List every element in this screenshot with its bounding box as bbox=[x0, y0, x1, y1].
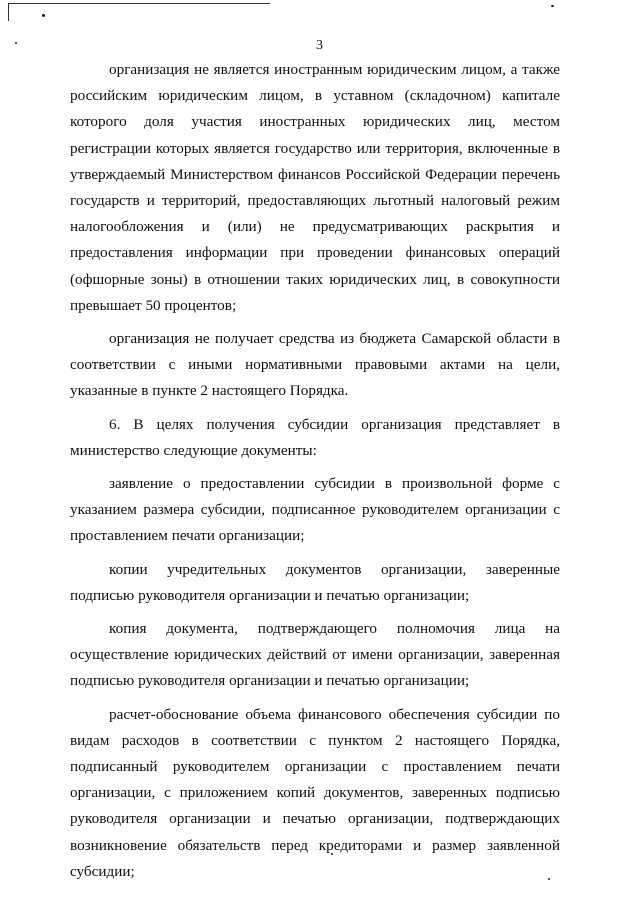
paragraph-item-6-documents: 6. В целях получения субсидии организация представляет в министерство следующие документы: bbox=[70, 415, 560, 459]
scan-border-left bbox=[8, 3, 9, 21]
paragraph-cost-justification: расчет-обоснование объема финансового обеспечения субсидии по видам расходов в соответствии с пунктом 2 настоящего Порядка, подписанный руководителем организации с проставлением печати организации, с приложением копий документов, заверенных подписью руководителя организации и печатью организации, подтверждающих возникновение обязательств перед кредиторами и размер заявленной субсидии; bbox=[70, 705, 560, 880]
scan-speck bbox=[42, 14, 45, 17]
paragraph-founding-documents: копии учредительных документов организации, заверенные подписью руководителя организации и печатью организации; bbox=[70, 560, 560, 604]
scan-speck bbox=[551, 5, 554, 7]
paragraph-subsidy-application: заявление о предоставлении субсидии в произвольной форме с указанием размера субсидии, подписанное руководителем организации с проставлением печати организации; bbox=[70, 475, 560, 545]
paragraph-foreign-entity-condition: организация не является иностранным юридическим лицом, а также российским юридическим лицом, в уставном (складочном) капитале которого доля участия иностранных юридических лиц, местом регистрации которых является государство или территория, включенные в утверждаемый Министерством финансов Российской Федерации перечень государств и территорий, предоставляющих льготный налоговый режим налогообложения и (или) не предусматривающих раскрытия и предоставления информации при проведении финансовых операций (офшорные зоны) в отношении таких юридических лиц, в совокупности превышает 50 процентов; bbox=[70, 61, 560, 314]
paragraph-authority-document: копия документа, подтверждающего полномочия лица на осуществление юридических действий от имени организации, заверенная подписью руководителя организации и печатью организации; bbox=[70, 620, 560, 690]
page-number: 3 bbox=[316, 38, 323, 53]
paragraph-no-budget-funds-condition: организация не получает средства из бюджета Самарской области в соответствии с иными нормативными правовыми актами на цели, указанные в пункте 2 настоящего Порядка. bbox=[70, 330, 560, 400]
scan-border-top bbox=[8, 3, 270, 4]
document-body bbox=[70, 57, 560, 892]
